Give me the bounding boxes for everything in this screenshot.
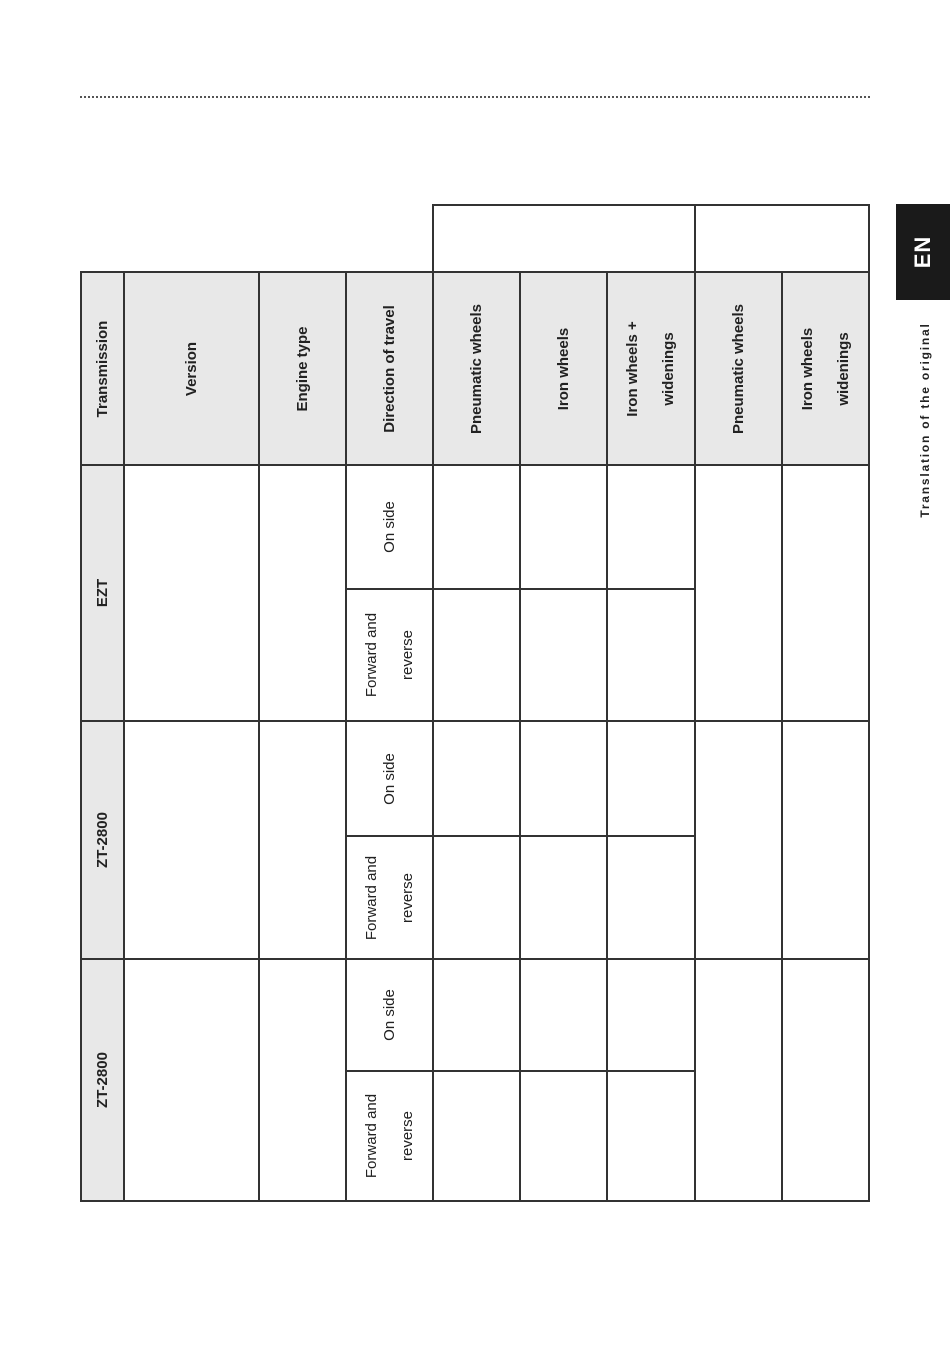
value-cell [781,958,870,1202]
header-g2-iron-widenings [781,271,870,466]
direction-label: On side [380,501,398,553]
transmission-cell [80,720,125,960]
value-cell [781,464,870,722]
value-cell [519,588,608,722]
direction-cell [345,835,434,960]
direction-cell [345,720,434,837]
direction-cell [345,958,434,1072]
direction-label: Forward and reverse [362,1093,416,1179]
value-cell [432,464,521,590]
version-cell [123,464,260,722]
value-cell [781,720,870,960]
header-direction [345,271,434,466]
value-cell [519,835,608,960]
version-cell [123,720,260,960]
value-cell [606,588,696,722]
direction-cell [345,464,434,590]
header-label-g2-pneumatic: Pneumatic wheels [729,303,747,434]
transmission-cell [80,958,125,1202]
direction-cell [345,588,434,722]
header-label-g2-iron-widenings: Iron wheels widenings [798,327,852,410]
header-g1-iron-widenings [606,271,696,466]
value-cell [519,958,608,1072]
header-engine-type [258,271,347,466]
header-g1-pneumatic [432,271,521,466]
value-cell [606,720,696,837]
direction-cell [345,1070,434,1202]
header-label-direction: Direction of travel [380,304,398,433]
transmission-label: ZT-2800 [93,812,111,868]
transmission-cell [80,464,125,722]
value-cell [432,958,521,1072]
dotted-separator [80,96,870,104]
version-cell [123,958,260,1202]
value-cell [519,720,608,837]
header-g1-iron [519,271,608,466]
engine-type-cell [258,720,347,960]
language-tab-label: EN [910,235,935,269]
value-cell [694,958,783,1202]
group-header-2 [694,204,870,273]
transmission-label: ZT-2800 [93,1052,111,1108]
direction-label: Forward and reverse [362,612,416,698]
header-label-g1-iron-widenings: Iron wheels + widenings [624,320,677,417]
header-version [123,271,260,466]
transmission-label: EZT [93,578,111,608]
value-cell [432,835,521,960]
translation-note: Translation of the original [918,322,932,518]
value-cell [606,464,696,590]
header-label-g1-pneumatic: Pneumatic wheels [467,303,485,434]
engine-type-cell [258,464,347,722]
value-cell [519,464,608,590]
header-transmission [80,271,125,466]
direction-label: On side [380,989,398,1041]
value-cell [694,464,783,722]
header-label-version: Version [182,341,200,396]
value-cell [519,1070,608,1202]
value-cell [694,720,783,960]
header-g2-pneumatic [694,271,783,466]
header-label-engine-type: Engine type [293,325,311,412]
value-cell [432,588,521,722]
engine-type-cell [258,958,347,1202]
language-tab [896,204,950,300]
value-cell [606,835,696,960]
value-cell [606,1070,696,1202]
group-header-1 [432,204,696,273]
direction-label: On side [380,752,398,805]
header-label-g1-iron: Iron wheels [554,327,572,410]
direction-label: Forward and reverse [362,855,416,940]
header-label-transmission: Transmission [93,320,111,417]
value-cell [432,1070,521,1202]
value-cell [606,958,696,1072]
value-cell [432,720,521,837]
